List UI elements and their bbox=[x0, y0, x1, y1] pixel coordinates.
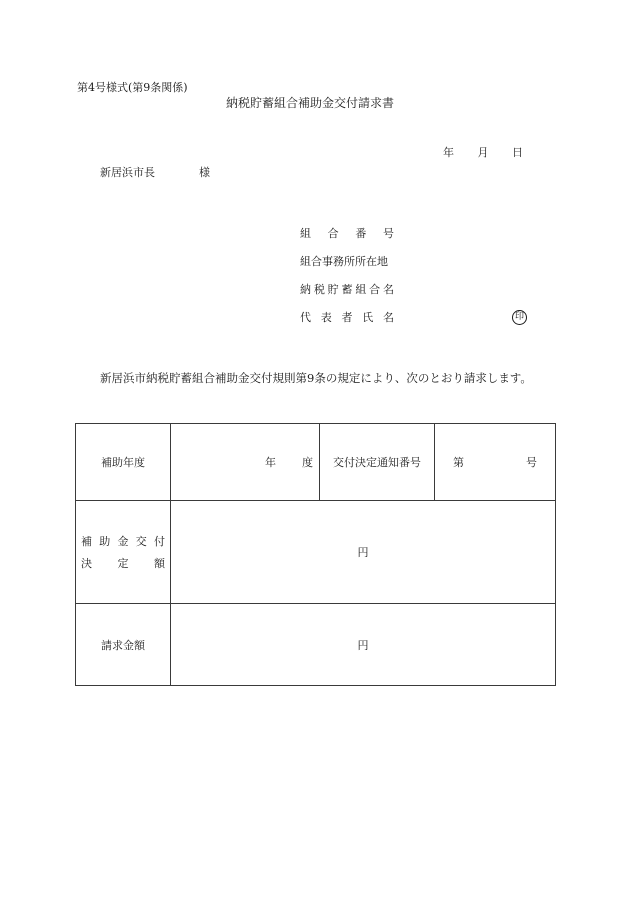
claim-table bbox=[75, 423, 556, 686]
label-char: 定 bbox=[117, 557, 129, 570]
number-prefix: 第 bbox=[453, 456, 464, 469]
label-char: 氏 bbox=[362, 311, 374, 324]
notice-number-cell bbox=[435, 424, 556, 501]
label-char: 納 bbox=[300, 283, 311, 296]
label-char: 蓄 bbox=[341, 283, 353, 296]
label-char: 組 bbox=[300, 227, 311, 240]
label-char: 税 bbox=[313, 283, 325, 296]
fiscal-year-cell bbox=[171, 424, 320, 501]
label-char: 号 bbox=[382, 227, 394, 240]
number-suffix: 号 bbox=[526, 456, 537, 469]
recipient-honorific: 様 bbox=[199, 166, 210, 179]
date-day: 日 bbox=[512, 146, 523, 159]
label-char: 名 bbox=[383, 311, 394, 324]
table-row bbox=[76, 604, 556, 686]
representative-label bbox=[300, 312, 394, 323]
claim-amount-value: 円 bbox=[171, 604, 556, 686]
label-char: 付 bbox=[154, 535, 165, 548]
label-char: 代 bbox=[300, 311, 311, 324]
office-address-label: 組合事務所所在地 bbox=[300, 255, 388, 268]
label-char: 合 bbox=[327, 227, 339, 240]
label-char: 者 bbox=[341, 311, 353, 324]
year-unit-year: 年 bbox=[265, 456, 276, 469]
label-char: 決 bbox=[81, 557, 92, 570]
label-char: 補 bbox=[81, 535, 92, 548]
decided-amount-value: 円 bbox=[171, 501, 556, 604]
fiscal-year-label: 補助年度 bbox=[76, 424, 171, 501]
union-number-label bbox=[300, 228, 394, 239]
table-row bbox=[76, 424, 556, 501]
decided-amount-label-line1 bbox=[81, 533, 165, 549]
decided-amount-label bbox=[76, 501, 171, 604]
label-char: 貯 bbox=[327, 283, 339, 296]
form-number: 第4号様式(第9条関係) bbox=[77, 81, 188, 94]
claim-amount-label: 請求金額 bbox=[76, 604, 171, 686]
number-format bbox=[435, 454, 555, 470]
label-char: 合 bbox=[369, 283, 381, 296]
union-name-label bbox=[300, 284, 394, 295]
date-year: 年 bbox=[443, 146, 454, 159]
decided-amount-label-stack bbox=[76, 533, 170, 571]
label-char: 交 bbox=[135, 535, 147, 548]
year-unit bbox=[171, 454, 319, 470]
label-char: 名 bbox=[382, 283, 394, 296]
recipient-name: 新居浜市長 bbox=[100, 166, 155, 179]
label-char: 助 bbox=[99, 535, 111, 548]
date-line bbox=[443, 147, 523, 158]
notice-number-label: 交付決定通知番号 bbox=[320, 424, 435, 501]
body-text: 新居浜市納税貯蓄組合補助金交付規則第9条の規定により、次のとおり請求します。 bbox=[100, 371, 532, 385]
recipient bbox=[100, 167, 210, 178]
year-unit-do: 度 bbox=[302, 456, 313, 469]
document-title: 納税貯蓄組合補助金交付請求書 bbox=[226, 96, 395, 110]
label-char: 番 bbox=[355, 227, 367, 240]
decided-amount-label-line2 bbox=[81, 555, 165, 571]
date-month: 月 bbox=[477, 146, 489, 159]
seal-mark-icon: 印 bbox=[512, 310, 527, 325]
label-char: 金 bbox=[117, 535, 129, 548]
table-row bbox=[76, 501, 556, 604]
label-char: 額 bbox=[154, 557, 165, 570]
label-char: 組 bbox=[355, 283, 367, 296]
label-char: 表 bbox=[320, 311, 332, 324]
